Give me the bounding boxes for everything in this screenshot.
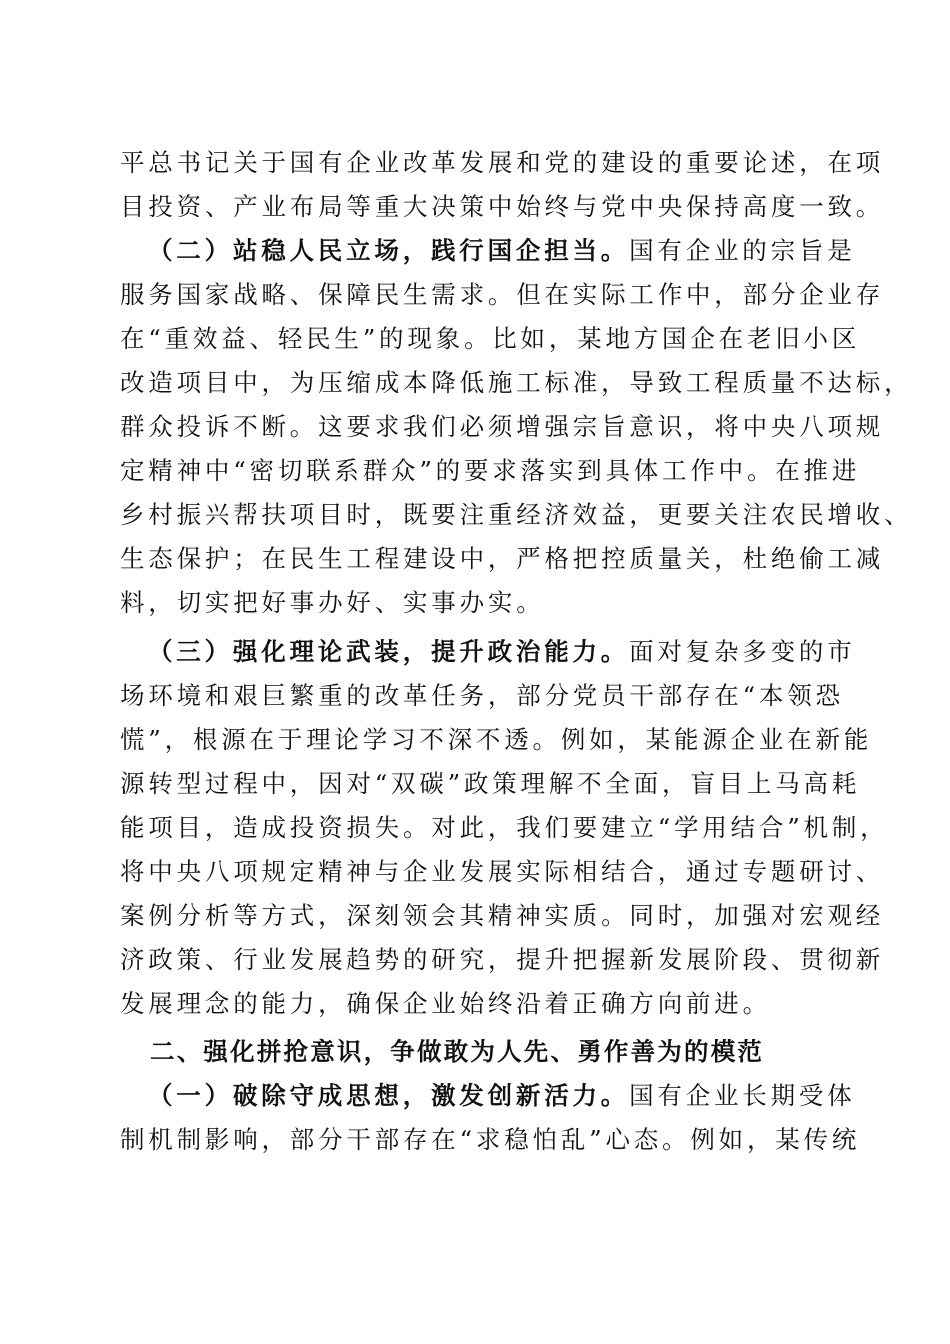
line-text: 制机制影响，部分干部存在“求稳怕乱”心态。例如，某传统 — [120, 1125, 861, 1154]
text-line — [120, 455, 860, 487]
text-line — [120, 856, 884, 888]
line-text: 目投资、产业布局等重大决策中始终与党中央保持高度一致。 — [120, 192, 885, 221]
text-line — [120, 768, 860, 800]
line-text: 面对复杂多变的市 — [629, 637, 856, 666]
text-line — [120, 191, 884, 223]
text-line — [120, 587, 545, 619]
line-text: 能项目，造成投资损失。对此，我们要建立“学用结合”机制， — [120, 813, 889, 842]
text-line — [148, 636, 856, 668]
line-text: 发展理念的能力，确保企业始终沿着正确方向前进。 — [120, 989, 771, 1018]
line-text: 改造项目中，为压缩成本降低施工标准，导致工程质量不达标， — [120, 368, 913, 397]
line-text: 国有企业的宗旨是 — [629, 236, 856, 265]
text-line — [120, 724, 872, 756]
line-text: 群众投诉不断。这要求我们必须增强宗旨意识，将中央八项规 — [120, 412, 885, 441]
text-line — [120, 1124, 860, 1156]
text-line — [120, 900, 884, 932]
line-text: 二、强化拼抢意识，争做敢为人先、勇作善为的模范 — [150, 1037, 765, 1066]
line-text: 生态保护；在民生工程建设中，严格把控质量关，杜绝偷工减 — [120, 544, 885, 573]
line-text: 将中央八项规定精神与企业发展实际相结合，通过专题研讨、 — [120, 857, 885, 886]
paragraph-lead: （一）破除守成思想，激发创新活力。 — [148, 1081, 630, 1110]
text-line — [120, 411, 884, 443]
text-line — [120, 988, 771, 1020]
text-line — [120, 680, 844, 712]
line-text: 国有企业长期受体 — [629, 1081, 856, 1110]
line-text: 定精神中“密切联系群众”的要求落实到具体工作中。在推进 — [120, 456, 861, 485]
line-text: 平总书记关于国有企业改革发展和党的建设的重要论述，在项 — [120, 148, 885, 177]
text-line — [120, 147, 884, 179]
line-text: 在“重效益、轻民生”的现象。比如，某地方国企在老旧小区 — [120, 324, 861, 353]
text-line — [148, 235, 856, 267]
line-text: 乡村振兴帮扶项目时，既要注重经济效益，更要关注农民增收、 — [120, 500, 913, 529]
text-line — [120, 367, 912, 399]
paragraph-lead: （二）站稳人民立场，践行国企担当。 — [148, 236, 630, 265]
text-line — [120, 323, 860, 355]
text-line — [120, 944, 884, 976]
line-text: 慌”，根源在于理论学习不深不透。例如，某能源企业在新能 — [120, 725, 873, 754]
text-line — [120, 279, 884, 311]
line-text: 服务国家战略、保障民生需求。但在实际工作中，部分企业存 — [120, 280, 885, 309]
line-text: 场环境和艰巨繁重的改革任务，部分党员干部存在“本领恐 — [120, 681, 844, 710]
line-text: 料，切实把好事办好、实事办实。 — [120, 588, 545, 617]
text-line — [148, 1080, 856, 1112]
paragraph-lead: （三）强化理论武装，提升政治能力。 — [148, 637, 630, 666]
text-line — [120, 543, 884, 575]
text-line — [120, 812, 888, 844]
line-text: 济政策、行业发展趋势的研究，提升把握新发展阶段、贯彻新 — [120, 945, 885, 974]
line-text: 案例分析等方式，深刻领会其精神实质。同时，加强对宏观经 — [120, 901, 885, 930]
text-line — [120, 499, 912, 531]
line-text: 源转型过程中，因对“双碳”政策理解不全面，盲目上马高耗 — [120, 769, 861, 798]
section-heading — [150, 1036, 764, 1068]
